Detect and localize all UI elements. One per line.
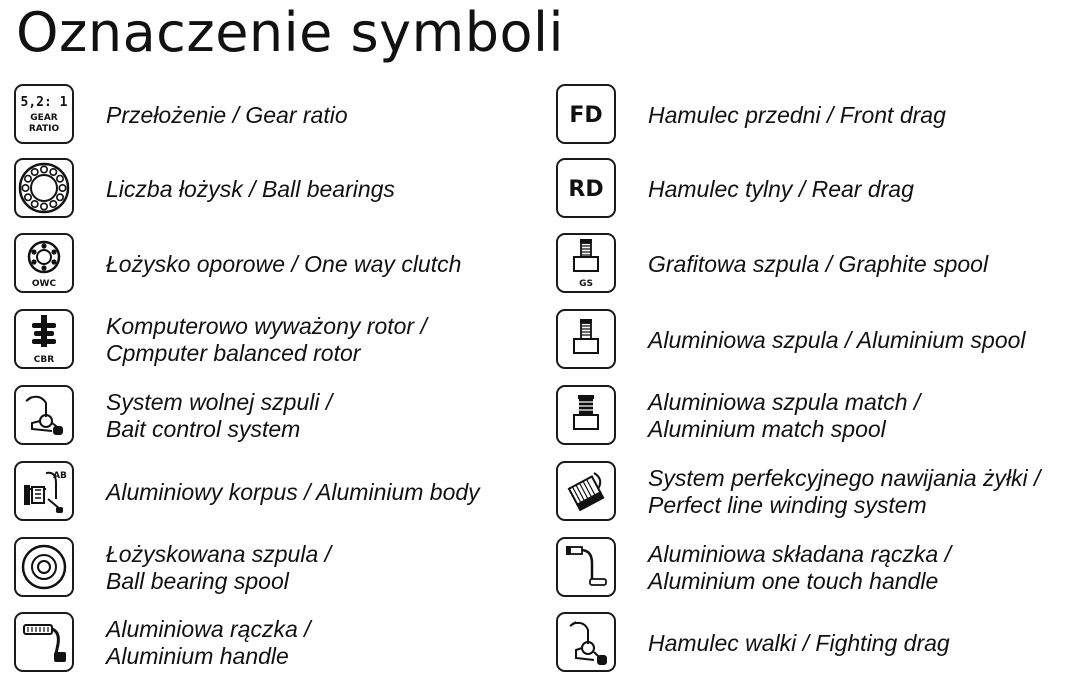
aluminium-handle-icon — [14, 612, 74, 672]
svg-text:GEAR: GEAR — [30, 113, 58, 123]
legend-label: Aluminiowa składana rączka / Aluminium one touch handle — [648, 541, 951, 594]
page-title: Oznaczenie symboli — [16, 1, 565, 64]
front-drag-icon — [556, 84, 616, 144]
legend-label: Hamulec walki / Fighting drag — [648, 629, 950, 656]
svg-text:AB: AB — [53, 471, 67, 481]
svg-text:CBR: CBR — [33, 355, 55, 365]
legend-label: Aluminiowa szpula / Aluminium spool — [648, 326, 1026, 353]
bait-control-reel-icon — [14, 385, 74, 445]
legend-label: Aluminiowa rączka / Aluminium handle — [106, 616, 311, 669]
legend-label: Łożyskowana szpula / Ball bearing spool — [106, 541, 332, 594]
ball-bearings-icon — [14, 158, 74, 218]
legend-item — [14, 537, 534, 601]
legend-label: Aluminiowy korpus / Aluminium body — [106, 478, 480, 505]
legend-item — [14, 461, 534, 525]
legend-item — [14, 84, 534, 148]
legend-item — [14, 385, 534, 449]
legend-item — [556, 233, 1090, 297]
graphite-spool-icon — [556, 233, 616, 293]
folding-handle-icon — [556, 537, 616, 597]
svg-text:RATIO: RATIO — [28, 124, 60, 134]
one-way-clutch-icon — [14, 233, 74, 293]
balanced-rotor-icon — [14, 309, 74, 369]
gear-ratio-icon — [14, 84, 74, 144]
legend-label: Hamulec tylny / Rear drag — [648, 175, 914, 202]
legend-item — [556, 385, 1090, 449]
svg-text:RD: RD — [568, 177, 604, 202]
legend-label: Łożysko oporowe / One way clutch — [106, 250, 462, 277]
legend-item — [556, 84, 1090, 148]
ball-bearing-spool-icon — [14, 537, 74, 597]
legend-item — [14, 233, 534, 297]
svg-text:OWC: OWC — [31, 279, 57, 289]
legend-item — [14, 309, 534, 373]
aluminium-spool-icon — [556, 309, 616, 369]
svg-text:5,2: 1: 5,2: 1 — [20, 95, 68, 110]
aluminium-match-spool-icon — [556, 385, 616, 445]
svg-text:GS: GS — [579, 279, 593, 289]
legend-item — [556, 537, 1090, 601]
legend-label: Przełożenie / Gear ratio — [106, 101, 348, 128]
svg-text:FD: FD — [569, 103, 603, 128]
legend-item — [556, 158, 1090, 222]
legend-label: Hamulec przedni / Front drag — [648, 101, 946, 128]
legend-item — [556, 309, 1090, 373]
legend-label: Aluminiowa szpula match / Aluminium match spool — [648, 389, 921, 442]
legend-label: System perfekcyjnego nawijania żyłki / Perfect line winding system — [648, 465, 1041, 518]
legend-label: Grafitowa szpula / Graphite spool — [648, 250, 989, 277]
legend-label: Komputerowo wyważony rotor / Cpmputer balanced rotor — [106, 313, 427, 366]
legend-item — [556, 612, 1090, 676]
legend-label: System wolnej szpuli / Bait control system — [106, 389, 333, 442]
line-winding-icon — [556, 461, 616, 521]
rear-drag-icon — [556, 158, 616, 218]
fighting-drag-icon — [556, 612, 616, 672]
legend-label: Liczba łożysk / Ball bearings — [106, 175, 395, 202]
legend-item — [556, 461, 1090, 525]
legend-item — [14, 612, 534, 676]
aluminium-body-reel-icon — [14, 461, 74, 521]
legend-item — [14, 158, 534, 222]
